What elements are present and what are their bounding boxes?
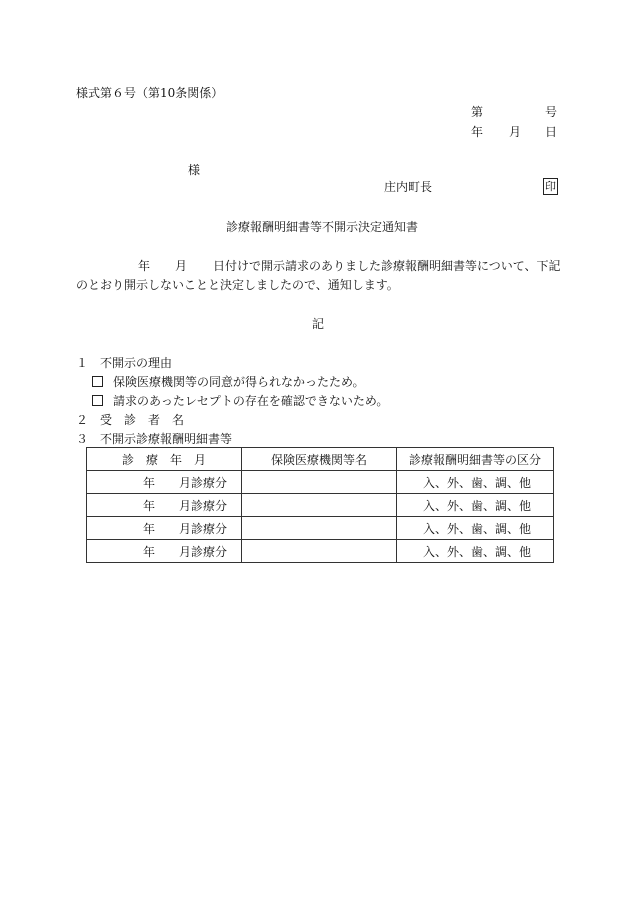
- row-period: 年 月診療分: [87, 471, 242, 494]
- row-period: 年 月診療分: [87, 494, 242, 517]
- document-title: 診療報酬明細書等不開示決定通知書: [226, 220, 419, 234]
- row-institution[interactable]: [242, 494, 397, 517]
- date-year-label: 年: [471, 125, 484, 139]
- checkbox-reason-1[interactable]: [92, 376, 103, 387]
- date-day-label: 日: [545, 125, 558, 139]
- ki-heading: 記: [312, 317, 325, 331]
- table-row: [87, 494, 554, 517]
- row-institution[interactable]: [242, 540, 397, 563]
- header-institution: 保険医療機関等名: [242, 448, 397, 471]
- section-1-heading: １ 不開示の理由: [76, 356, 173, 370]
- checkbox-reason-2[interactable]: [92, 395, 103, 406]
- section-2-heading: ２ 受 診 者 名: [76, 413, 185, 427]
- row-category: 入、外、歯、調、他: [397, 517, 554, 540]
- row-category: 入、外、歯、調、他: [397, 494, 554, 517]
- undisclosed-records-table: [86, 447, 554, 563]
- body-line-2: のとおり開示しないことと決定しましたので、通知します。: [76, 278, 399, 292]
- body-year-label: 年: [138, 259, 151, 273]
- table-row: [87, 471, 554, 494]
- body-month-label: 月: [175, 259, 188, 273]
- reason-option-1-label: 保険医療機関等の同意が得られなかったため。: [113, 375, 365, 389]
- date-month-label: 月: [509, 125, 522, 139]
- row-category: 入、外、歯、調、他: [397, 471, 554, 494]
- reason-option-2-label: 請求のあったレセプトの存在を確認できないため。: [113, 394, 389, 408]
- table-header-row: [87, 448, 554, 471]
- addressee-suffix: 様: [188, 163, 201, 177]
- issuer-name: 庄内町長: [384, 180, 433, 194]
- header-period: 診 療 年 月: [87, 448, 242, 471]
- seal-mark: 印: [545, 180, 556, 193]
- form-reference: 様式第６号（第10条関係）: [76, 86, 224, 100]
- table-row: [87, 540, 554, 563]
- row-category: 入、外、歯、調、他: [397, 540, 554, 563]
- body-line-1: 日付けで開示請求のありました診療報酬明細書等について、下記: [213, 259, 561, 273]
- number-prefix: 第: [471, 105, 484, 119]
- row-institution[interactable]: [242, 471, 397, 494]
- row-institution[interactable]: [242, 517, 397, 540]
- reason-option-2: [92, 393, 388, 409]
- section-3-heading: ３ 不開示診療報酬明細書等: [76, 432, 233, 446]
- header-category: 診療報酬明細書等の区分: [397, 448, 554, 471]
- number-suffix: 号: [545, 105, 558, 119]
- row-period: 年 月診療分: [87, 540, 242, 563]
- reason-option-1: [92, 374, 365, 390]
- table-row: [87, 517, 554, 540]
- row-period: 年 月診療分: [87, 517, 242, 540]
